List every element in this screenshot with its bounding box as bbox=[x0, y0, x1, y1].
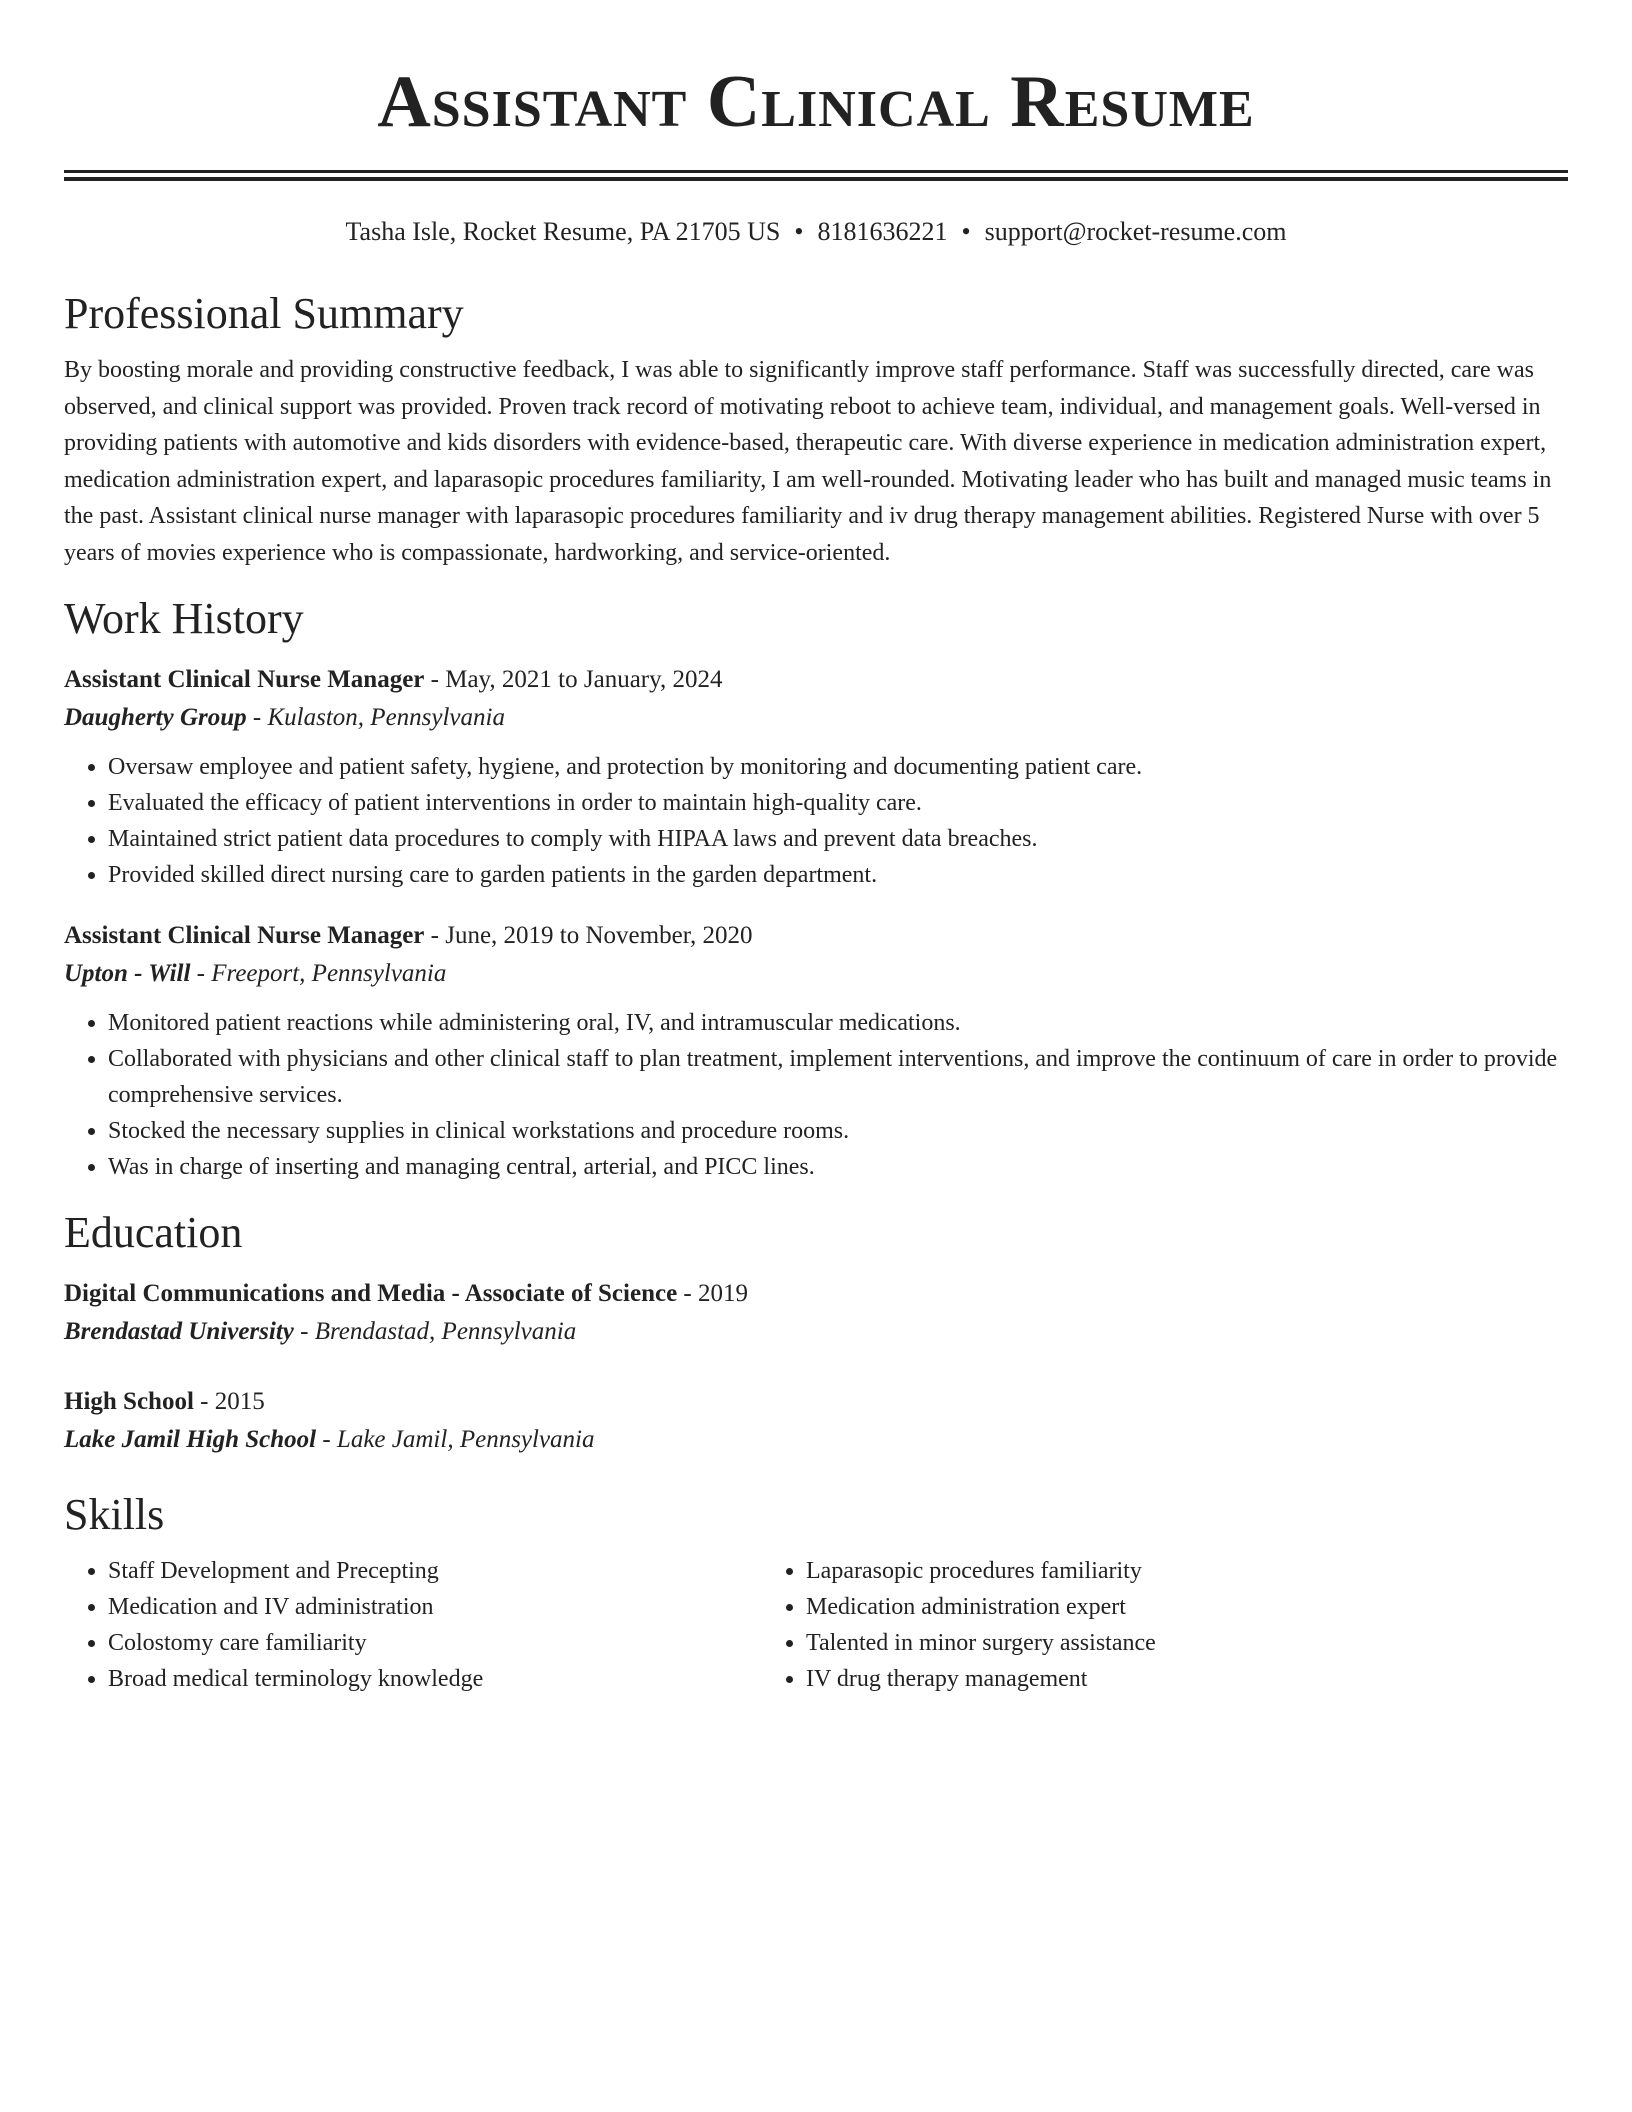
list-item: • Collaborated with physicians and other clinical staff to plan treatment, implement interventions, and improve the continuum of care in order to provide comprehensive services. bbox=[108, 1041, 1568, 1113]
contact-separator: • bbox=[794, 217, 804, 246]
school-location: - Lake Jamil, Pennsylvania bbox=[316, 1426, 595, 1453]
list-item: • Maintained strict patient data procedures to comply with HIPAA laws and prevent data breaches. bbox=[108, 821, 1568, 857]
list-item: • Broad medical terminology knowledge bbox=[108, 1661, 762, 1697]
education-entry bbox=[64, 1275, 1568, 1351]
job-dates: - June, 2019 to November, 2020 bbox=[424, 922, 753, 949]
list-item: • Stocked the necessary supplies in clinical workstations and procedure rooms. bbox=[108, 1113, 1568, 1149]
job-duties-list bbox=[64, 1005, 1568, 1185]
company-name: Upton - Will bbox=[64, 960, 191, 987]
degree: High School bbox=[64, 1388, 194, 1415]
school-location: - Brendastad, Pennsylvania bbox=[293, 1318, 577, 1345]
work-history-heading: Work History bbox=[64, 594, 304, 643]
job-title: Assistant Clinical Nurse Manager bbox=[64, 666, 425, 693]
job-title-line bbox=[64, 661, 1568, 699]
list-item: • Medication administration expert bbox=[806, 1589, 1568, 1625]
job-title-line bbox=[64, 917, 1568, 955]
job-entry bbox=[64, 917, 1568, 1185]
company-line bbox=[64, 955, 1568, 993]
list-item: • Staff Development and Precepting bbox=[108, 1553, 762, 1589]
resume-page bbox=[64, 0, 1568, 1697]
list-item: • Monitored patient reactions while administering oral, IV, and intramuscular medications. bbox=[108, 1005, 1568, 1041]
list-item: • Was in charge of inserting and managing central, arterial, and PICC lines. bbox=[108, 1149, 1568, 1185]
page-title: Assistant Clinical Resume bbox=[377, 61, 1255, 143]
contact-line bbox=[64, 216, 1568, 248]
list-item: • Evaluated the efficacy of patient interventions in order to maintain high-quality care. bbox=[108, 785, 1568, 821]
list-item: • Talented in minor surgery assistance bbox=[806, 1625, 1568, 1661]
job-dates: - May, 2021 to January, 2024 bbox=[424, 666, 723, 693]
school-line bbox=[64, 1421, 1568, 1459]
school-name: Lake Jamil High School bbox=[64, 1426, 317, 1453]
degree: Digital Communications and Media - Associate of Science bbox=[64, 1280, 678, 1307]
skills-column-right bbox=[762, 1553, 1568, 1697]
title-divider bbox=[64, 170, 1568, 181]
job-title: Assistant Clinical Nurse Manager bbox=[64, 922, 425, 949]
contact-address: Tasha Isle, Rocket Resume, PA 21705 US bbox=[345, 217, 781, 246]
skills-list bbox=[64, 1553, 1568, 1697]
list-item: • Laparasopic procedures familiarity bbox=[806, 1553, 1568, 1589]
degree-line bbox=[64, 1275, 1568, 1313]
company-line bbox=[64, 699, 1568, 737]
contact-email: support@rocket-resume.com bbox=[984, 217, 1287, 246]
contact-separator: • bbox=[961, 217, 971, 246]
school-line bbox=[64, 1313, 1568, 1351]
company-location: - Kulaston, Pennsylvania bbox=[246, 704, 505, 731]
job-duties-list bbox=[64, 749, 1568, 893]
education-entry bbox=[64, 1383, 1568, 1459]
list-item: • Oversaw employee and patient safety, hygiene, and protection by monitoring and documenting patient care. bbox=[108, 749, 1568, 785]
summary-heading: Professional Summary bbox=[64, 289, 464, 338]
degree-line bbox=[64, 1383, 1568, 1421]
contact-phone: 8181636221 bbox=[817, 217, 948, 246]
list-item: • Provided skilled direct nursing care to garden patients in the garden department. bbox=[108, 857, 1568, 893]
graduation-year: - 2015 bbox=[193, 1388, 265, 1415]
education-heading: Education bbox=[64, 1208, 243, 1257]
school-name: Brendastad University bbox=[64, 1318, 294, 1345]
summary-text: By boosting morale and providing constructive feedback, I was able to significantly improve staff performance. Staff was successfully directed, care was observed, and clinical support was provided. Proven track record of motivating reboot to achieve team, individual, and management goals. Well-versed in providing patients with automotive and kids disorders with evidence-based, therapeutic care. With diverse experience in medication administration expert, medication administration expert, and laparasopic procedures familiarity, I am well-rounded. Motivating leader who has built and managed music teams in the past. Assistant clinical nurse manager with laparasopic procedures familiarity and iv drug therapy management abilities. Registered Nurse with over 5 years of movies experience who is compassionate, hardworking, and service-oriented. bbox=[64, 357, 1552, 566]
company-location: - Freeport, Pennsylvania bbox=[190, 960, 447, 987]
list-item: • IV drug therapy management bbox=[806, 1661, 1568, 1697]
list-item: • Medication and IV administration bbox=[108, 1589, 762, 1625]
company-name: Daugherty Group bbox=[64, 704, 247, 731]
list-item: • Colostomy care familiarity bbox=[108, 1625, 762, 1661]
job-entry bbox=[64, 661, 1568, 893]
skills-heading: Skills bbox=[64, 1490, 165, 1539]
skills-column-left bbox=[64, 1553, 762, 1697]
graduation-year: - 2019 bbox=[677, 1280, 748, 1307]
